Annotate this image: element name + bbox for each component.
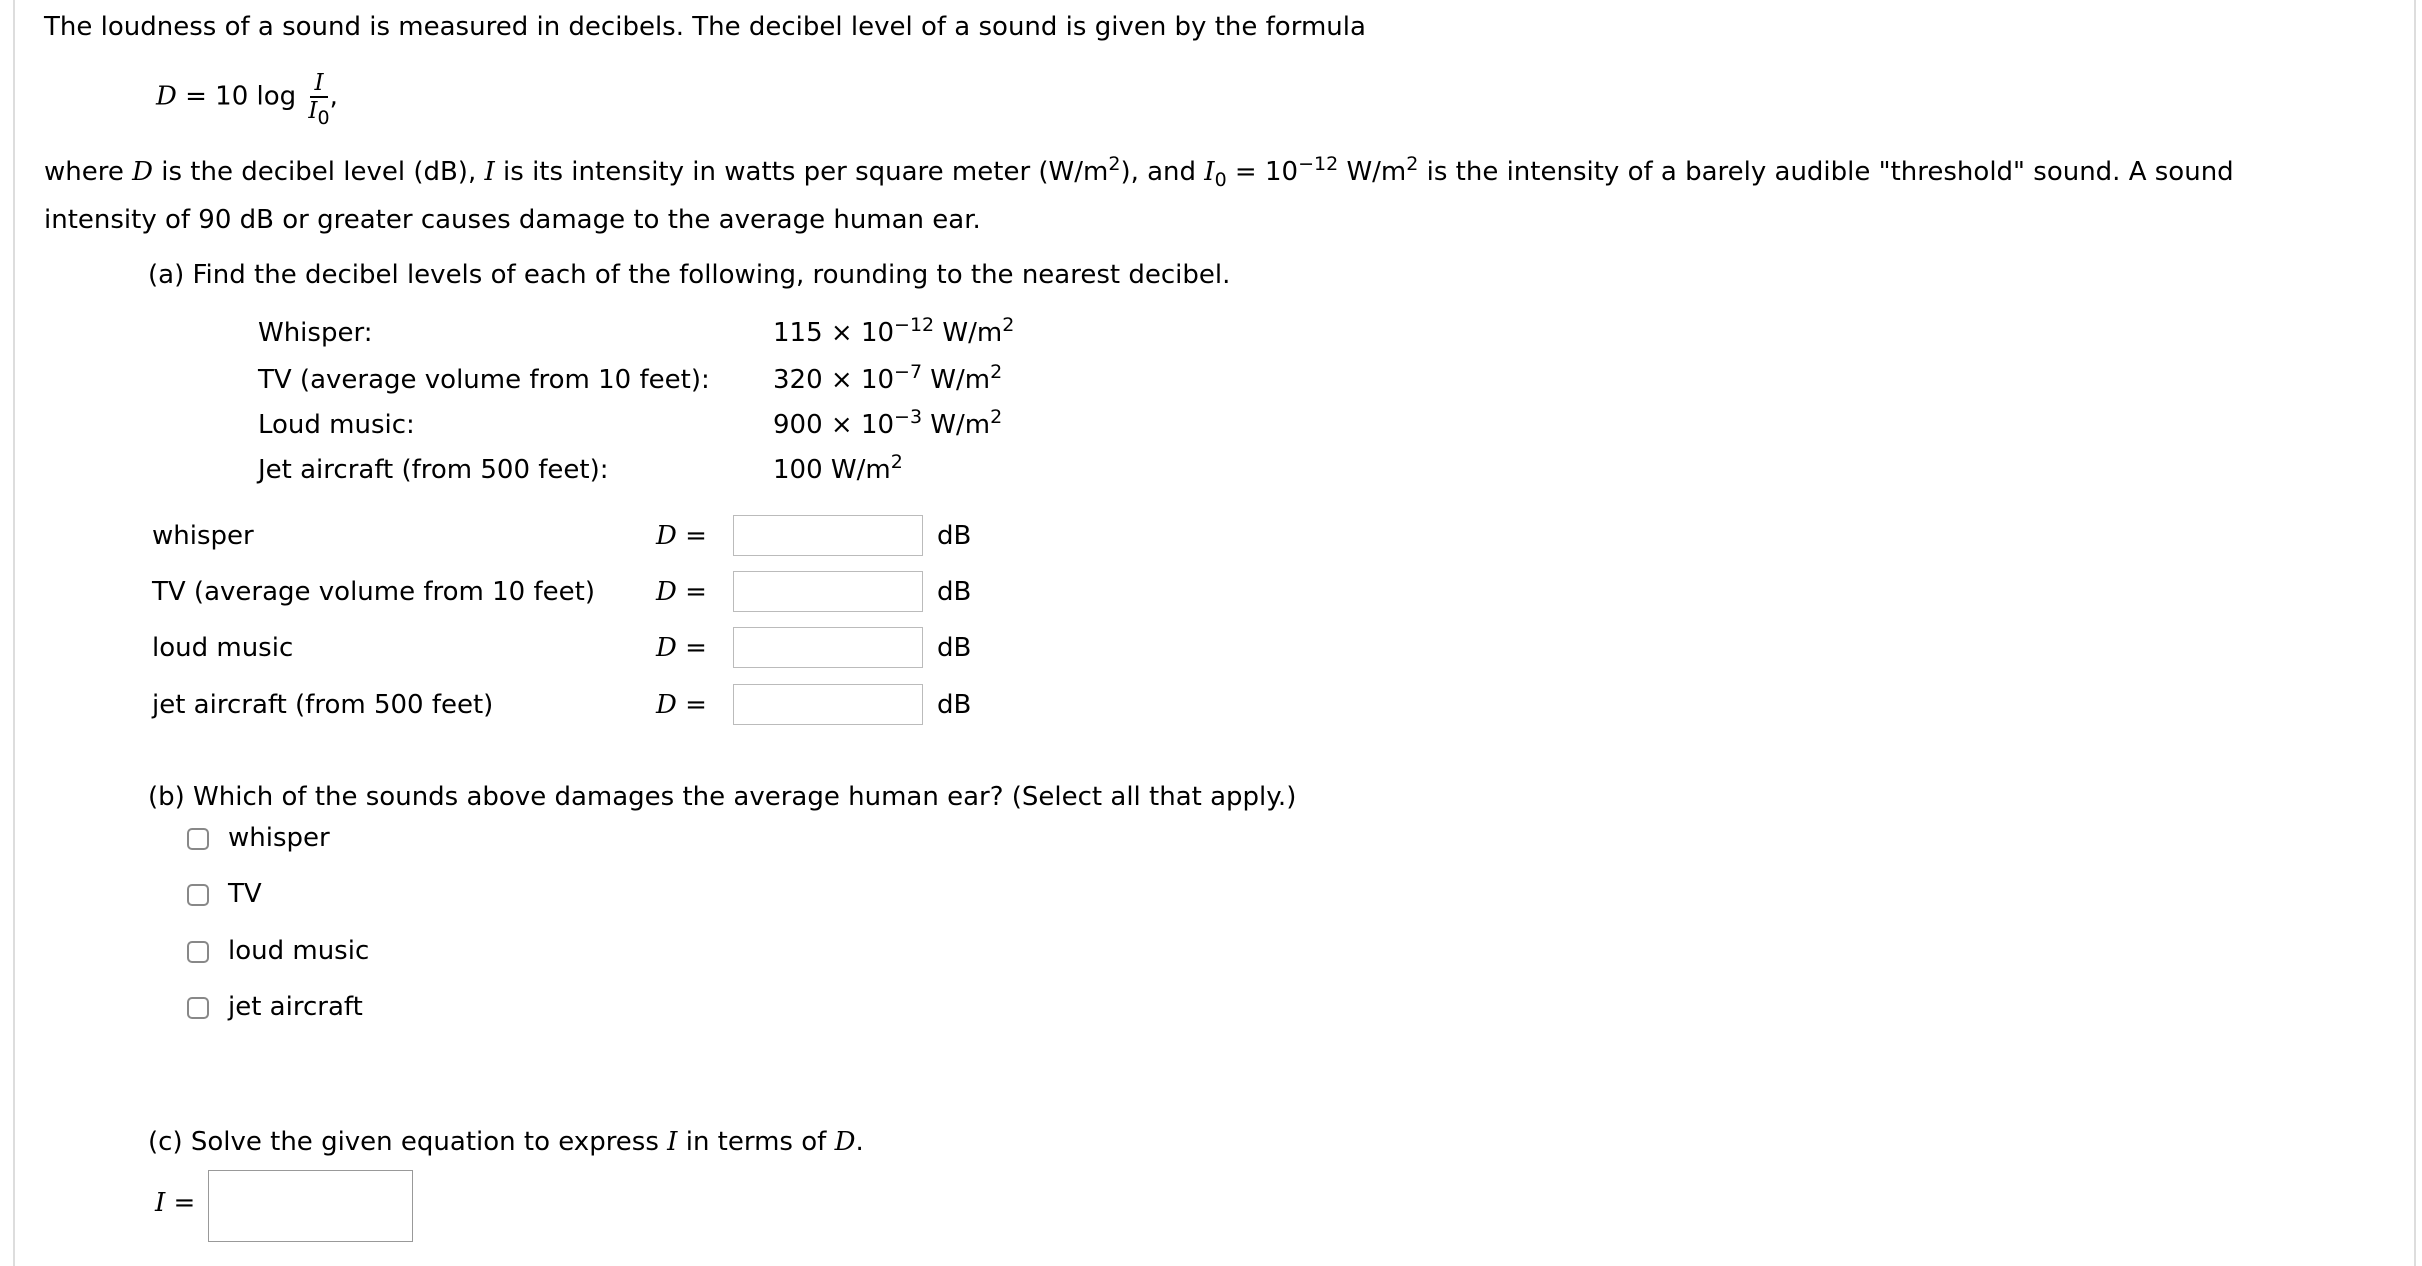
unit-db: dB xyxy=(937,577,972,607)
whisper-db-input[interactable] xyxy=(733,515,923,556)
u: W/m xyxy=(922,410,991,440)
option-label[interactable]: jet aircraft xyxy=(228,992,363,1022)
unit-db: dB xyxy=(937,633,972,663)
option-label[interactable]: TV xyxy=(228,879,262,909)
answer-label: loud music xyxy=(152,633,294,663)
answer-label: whisper xyxy=(152,521,254,551)
sub: 0 xyxy=(1214,169,1227,191)
e: −12 xyxy=(894,314,935,336)
text: is its intensity in watts per square meter (W/m xyxy=(494,157,1109,187)
damage-text: intensity of 90 dB or greater causes damage to the average human ear. xyxy=(44,205,981,235)
eq: = xyxy=(676,521,707,551)
jet-aircraft-db-input[interactable] xyxy=(733,684,923,725)
formula-eq: = 10 log xyxy=(176,81,305,112)
tv-checkbox[interactable] xyxy=(187,884,209,906)
jet-aircraft-checkbox[interactable] xyxy=(187,997,209,1019)
v: 100 xyxy=(773,455,823,485)
e: −3 xyxy=(894,406,923,428)
var: I xyxy=(155,1188,166,1218)
source-value xyxy=(773,316,1014,350)
where-text xyxy=(44,155,2234,189)
eq: = xyxy=(676,577,707,607)
loud-music-db-input[interactable] xyxy=(733,627,923,668)
var-d: D xyxy=(132,157,153,187)
var-d: D xyxy=(834,1127,856,1157)
source-label: Loud music: xyxy=(258,410,415,440)
text: where xyxy=(44,157,133,187)
answer-label: jet aircraft (from 500 feet) xyxy=(152,690,494,720)
part-b-prompt: (b) Which of the sounds above damages the average human ear? (Select all that apply.) xyxy=(148,782,1297,812)
u: W/m xyxy=(934,318,1003,348)
part-a-prompt: (a) Find the decibel levels of each of the following, rounding to the nearest decibel. xyxy=(148,260,1231,290)
d-equals xyxy=(656,688,707,722)
v: 900 × 10 xyxy=(773,410,895,440)
unit-db: dB xyxy=(937,690,972,720)
d-equals xyxy=(656,519,707,553)
eq: = xyxy=(676,690,707,720)
source-value xyxy=(773,363,1002,397)
ue: 2 xyxy=(990,361,1003,383)
whisper-checkbox[interactable] xyxy=(187,828,209,850)
t: . xyxy=(855,1127,864,1157)
var: D xyxy=(656,577,677,607)
text: W/m xyxy=(1338,157,1407,187)
intro-text: The loudness of a sound is measured in decibels. The decibel level of a sound is given by the formula xyxy=(44,12,1366,42)
var: D xyxy=(656,521,677,551)
var-i: I xyxy=(667,1127,678,1157)
option-label[interactable]: loud music xyxy=(228,936,370,966)
text: = 10 xyxy=(1226,157,1299,187)
formula-den-sub: 0 xyxy=(317,107,330,129)
t: in terms of xyxy=(677,1127,835,1157)
ue: 2 xyxy=(990,406,1003,428)
var-i: I xyxy=(484,157,495,187)
formula-fraction xyxy=(308,70,330,129)
var: D xyxy=(656,633,677,663)
source-value xyxy=(773,453,903,487)
text: is the intensity of a barely audible "threshold" sound. A sound xyxy=(1418,157,2234,187)
text: ), and xyxy=(1120,157,1205,187)
formula-comma: , xyxy=(329,81,338,112)
decibel-formula xyxy=(156,70,338,129)
unit-db: dB xyxy=(937,521,972,551)
i-equals xyxy=(155,1186,195,1220)
source-label: TV (average volume from 10 feet): xyxy=(258,365,710,395)
eq: = xyxy=(165,1188,196,1218)
i-expression-input[interactable] xyxy=(208,1170,413,1242)
source-value xyxy=(773,408,1002,442)
v: 320 × 10 xyxy=(773,365,895,395)
formula-num: I xyxy=(314,70,324,96)
d-equals xyxy=(656,575,707,609)
source-label: Jet aircraft (from 500 feet): xyxy=(258,455,609,485)
u: W/m xyxy=(922,365,991,395)
e: −7 xyxy=(894,361,923,383)
loud-music-checkbox[interactable] xyxy=(187,941,209,963)
exp: 2 xyxy=(1108,153,1121,175)
u: W/m xyxy=(822,455,891,485)
source-label: Whisper: xyxy=(258,318,373,348)
v: 115 × 10 xyxy=(773,318,895,348)
d-equals xyxy=(656,631,707,665)
part-c-prompt xyxy=(148,1125,864,1159)
answer-label: TV (average volume from 10 feet) xyxy=(152,577,595,607)
ue: 2 xyxy=(890,451,903,473)
option-label[interactable]: whisper xyxy=(228,823,330,853)
formula-den: I xyxy=(308,98,318,124)
text: is the decibel level (dB), xyxy=(152,157,485,187)
ue: 2 xyxy=(1002,314,1015,336)
tv-db-input[interactable] xyxy=(733,571,923,612)
formula-d: D xyxy=(156,81,177,112)
var: D xyxy=(656,690,677,720)
eq: = xyxy=(676,633,707,663)
exp: −12 xyxy=(1298,153,1339,175)
exp: 2 xyxy=(1406,153,1419,175)
var-i0: I xyxy=(1204,157,1215,187)
t: (c) Solve the given equation to express xyxy=(148,1127,668,1157)
